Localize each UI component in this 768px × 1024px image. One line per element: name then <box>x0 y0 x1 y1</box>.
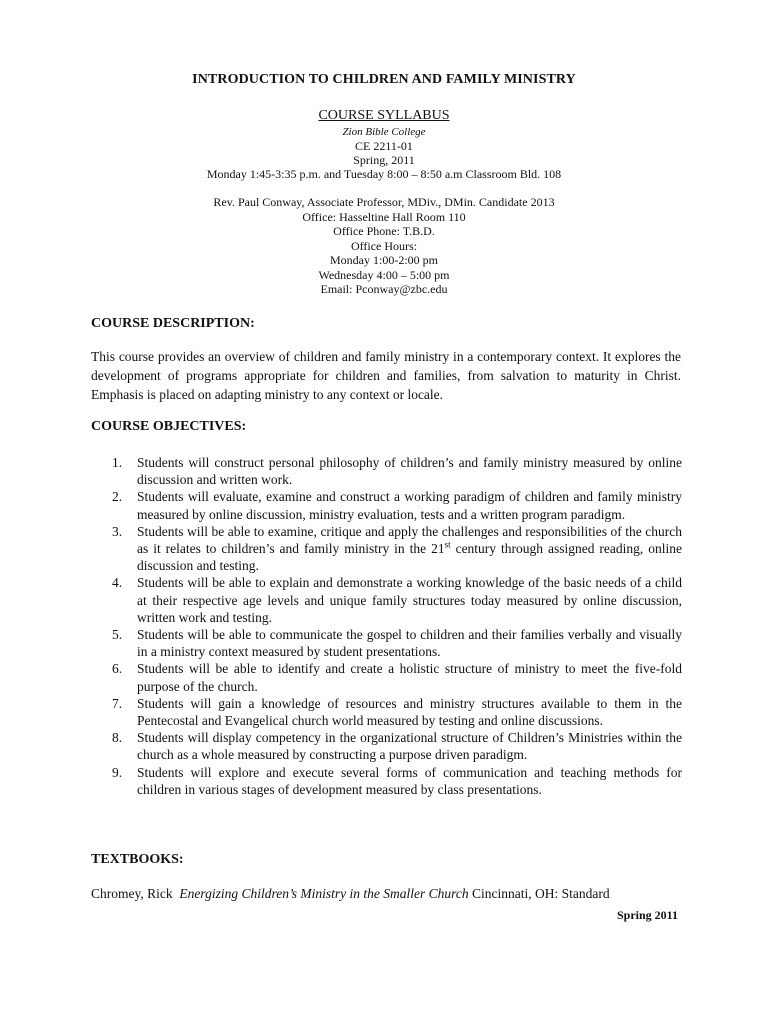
description-heading: COURSE DESCRIPTION: <box>91 316 255 331</box>
list-item-text: Students will be able to identify and create a holistic structure of ministry to meet the five-fold purpose of the church. <box>137 661 682 694</box>
list-item-number: 4. <box>112 575 123 591</box>
list-item-number: 2. <box>112 489 123 505</box>
list-item-text-end: century through assigned reading, online discussion and testing. <box>137 541 682 574</box>
list-item-text: Students will evaluate, examine and construct a working paradigm of children and family ministry measured by online discussion, ministry evaluation, tests and a written program paradigm. <box>137 489 682 522</box>
objectives-list <box>112 454 682 798</box>
course-schedule: Monday 1:45-3:35 p.m. and Tuesday 8:00 – 8:50 a.m Classroom Bld. 108 <box>206 167 562 181</box>
textbook-author: Chromey, Rick <box>91 886 173 901</box>
list-item-text: Students will gain a knowledge of resources and ministry structures available to them in the Pentecostal and Evangelical church world measured by testing and online discussions. <box>137 695 682 729</box>
description-text: This course provides an overview of children and family ministry in a contemporary context. It explores the development of programs appropriate for children and families, from salvation to maturity in Christ. Emphasis is placed on adapting ministry to any context or locale. <box>91 349 681 402</box>
list-item-text: Students will be able to explain and demonstrate a working knowledge of the basic needs of a child at their respective age levels and unique family structures today measured by online discussion, written work and testing. <box>137 575 682 625</box>
list-item <box>112 626 682 660</box>
course-term: Spring, 2011 <box>353 153 415 167</box>
course-header <box>0 108 768 181</box>
list-item-number: 6. <box>112 661 123 677</box>
office-hours-wednesday: Wednesday 4:00 – 5:00 pm <box>318 267 450 282</box>
course-code: CE 2211-01 <box>355 139 413 153</box>
instructor-name: Rev. Paul Conway, Associate Professor, MDiv., DMin. Candidate 2013 <box>213 195 555 209</box>
list-item-text: Students will explore and execute several forms of communication and teaching methods for children in various stages of development measured by class presentations. <box>137 764 682 797</box>
list-item <box>112 574 682 626</box>
office-hours-label: Office Hours: <box>350 238 418 253</box>
textbook-publisher: Cincinnati, OH: Standard <box>472 886 610 901</box>
ordinal-suffix: st <box>444 539 451 550</box>
page-title: INTRODUCTION TO CHILDREN AND FAMILY MINISTRY <box>192 72 576 87</box>
list-item-text: Students will display competency in the organizational structure of Children’s Ministries within the church as a whole measured by constructing a purpose driven paradigm. <box>137 730 682 763</box>
list-item-number: 1. <box>112 455 123 470</box>
list-item <box>112 488 682 522</box>
list-item-text: Students will be able to communicate the gospel to children and their families verbally and visually in a ministry context measured by student presentations. <box>137 627 682 660</box>
office-hours-monday: Monday 1:00-2:00 pm <box>330 253 438 267</box>
list-item-number: 8. <box>112 730 123 746</box>
textbook-title: Energizing Children’s Ministry in the Smaller Church <box>179 886 469 901</box>
list-item-number: 7. <box>112 695 123 711</box>
page-footer: Spring 2011 <box>616 908 678 922</box>
list-item <box>112 523 682 575</box>
list-item <box>112 764 682 798</box>
objectives-heading: COURSE OBJECTIVES: <box>91 419 247 434</box>
list-item <box>112 695 682 729</box>
instructor-info <box>0 195 768 297</box>
list-item-text <box>137 524 682 573</box>
list-item-number: 5. <box>112 627 123 643</box>
instructor-office: Office: Hasseltine Hall Room 110 <box>302 209 466 224</box>
list-item-text-start: Students will be able to examine, critique and apply the challenges and responsibilities of the church as it relates to children’s and family ministry in the 21 <box>137 523 682 557</box>
list-item-text: Students will construct personal philosophy of children’s and family ministry measured by online discussion and written work. <box>137 455 682 488</box>
instructor-phone: Office Phone: T.B.D. <box>333 224 435 238</box>
list-item <box>112 454 682 488</box>
list-item-number: 9. <box>112 764 123 780</box>
syllabus-label: COURSE SYLLABUS <box>318 108 450 123</box>
textbooks-heading: TEXTBOOKS: <box>91 852 184 867</box>
textbook-entry <box>91 886 691 902</box>
list-item <box>112 729 682 763</box>
list-item-number: 3. <box>112 523 123 539</box>
instructor-email: Email: Pconway@zbc.edu <box>320 282 448 296</box>
college-name: Zion Bible College <box>342 126 426 138</box>
list-item <box>112 660 682 694</box>
